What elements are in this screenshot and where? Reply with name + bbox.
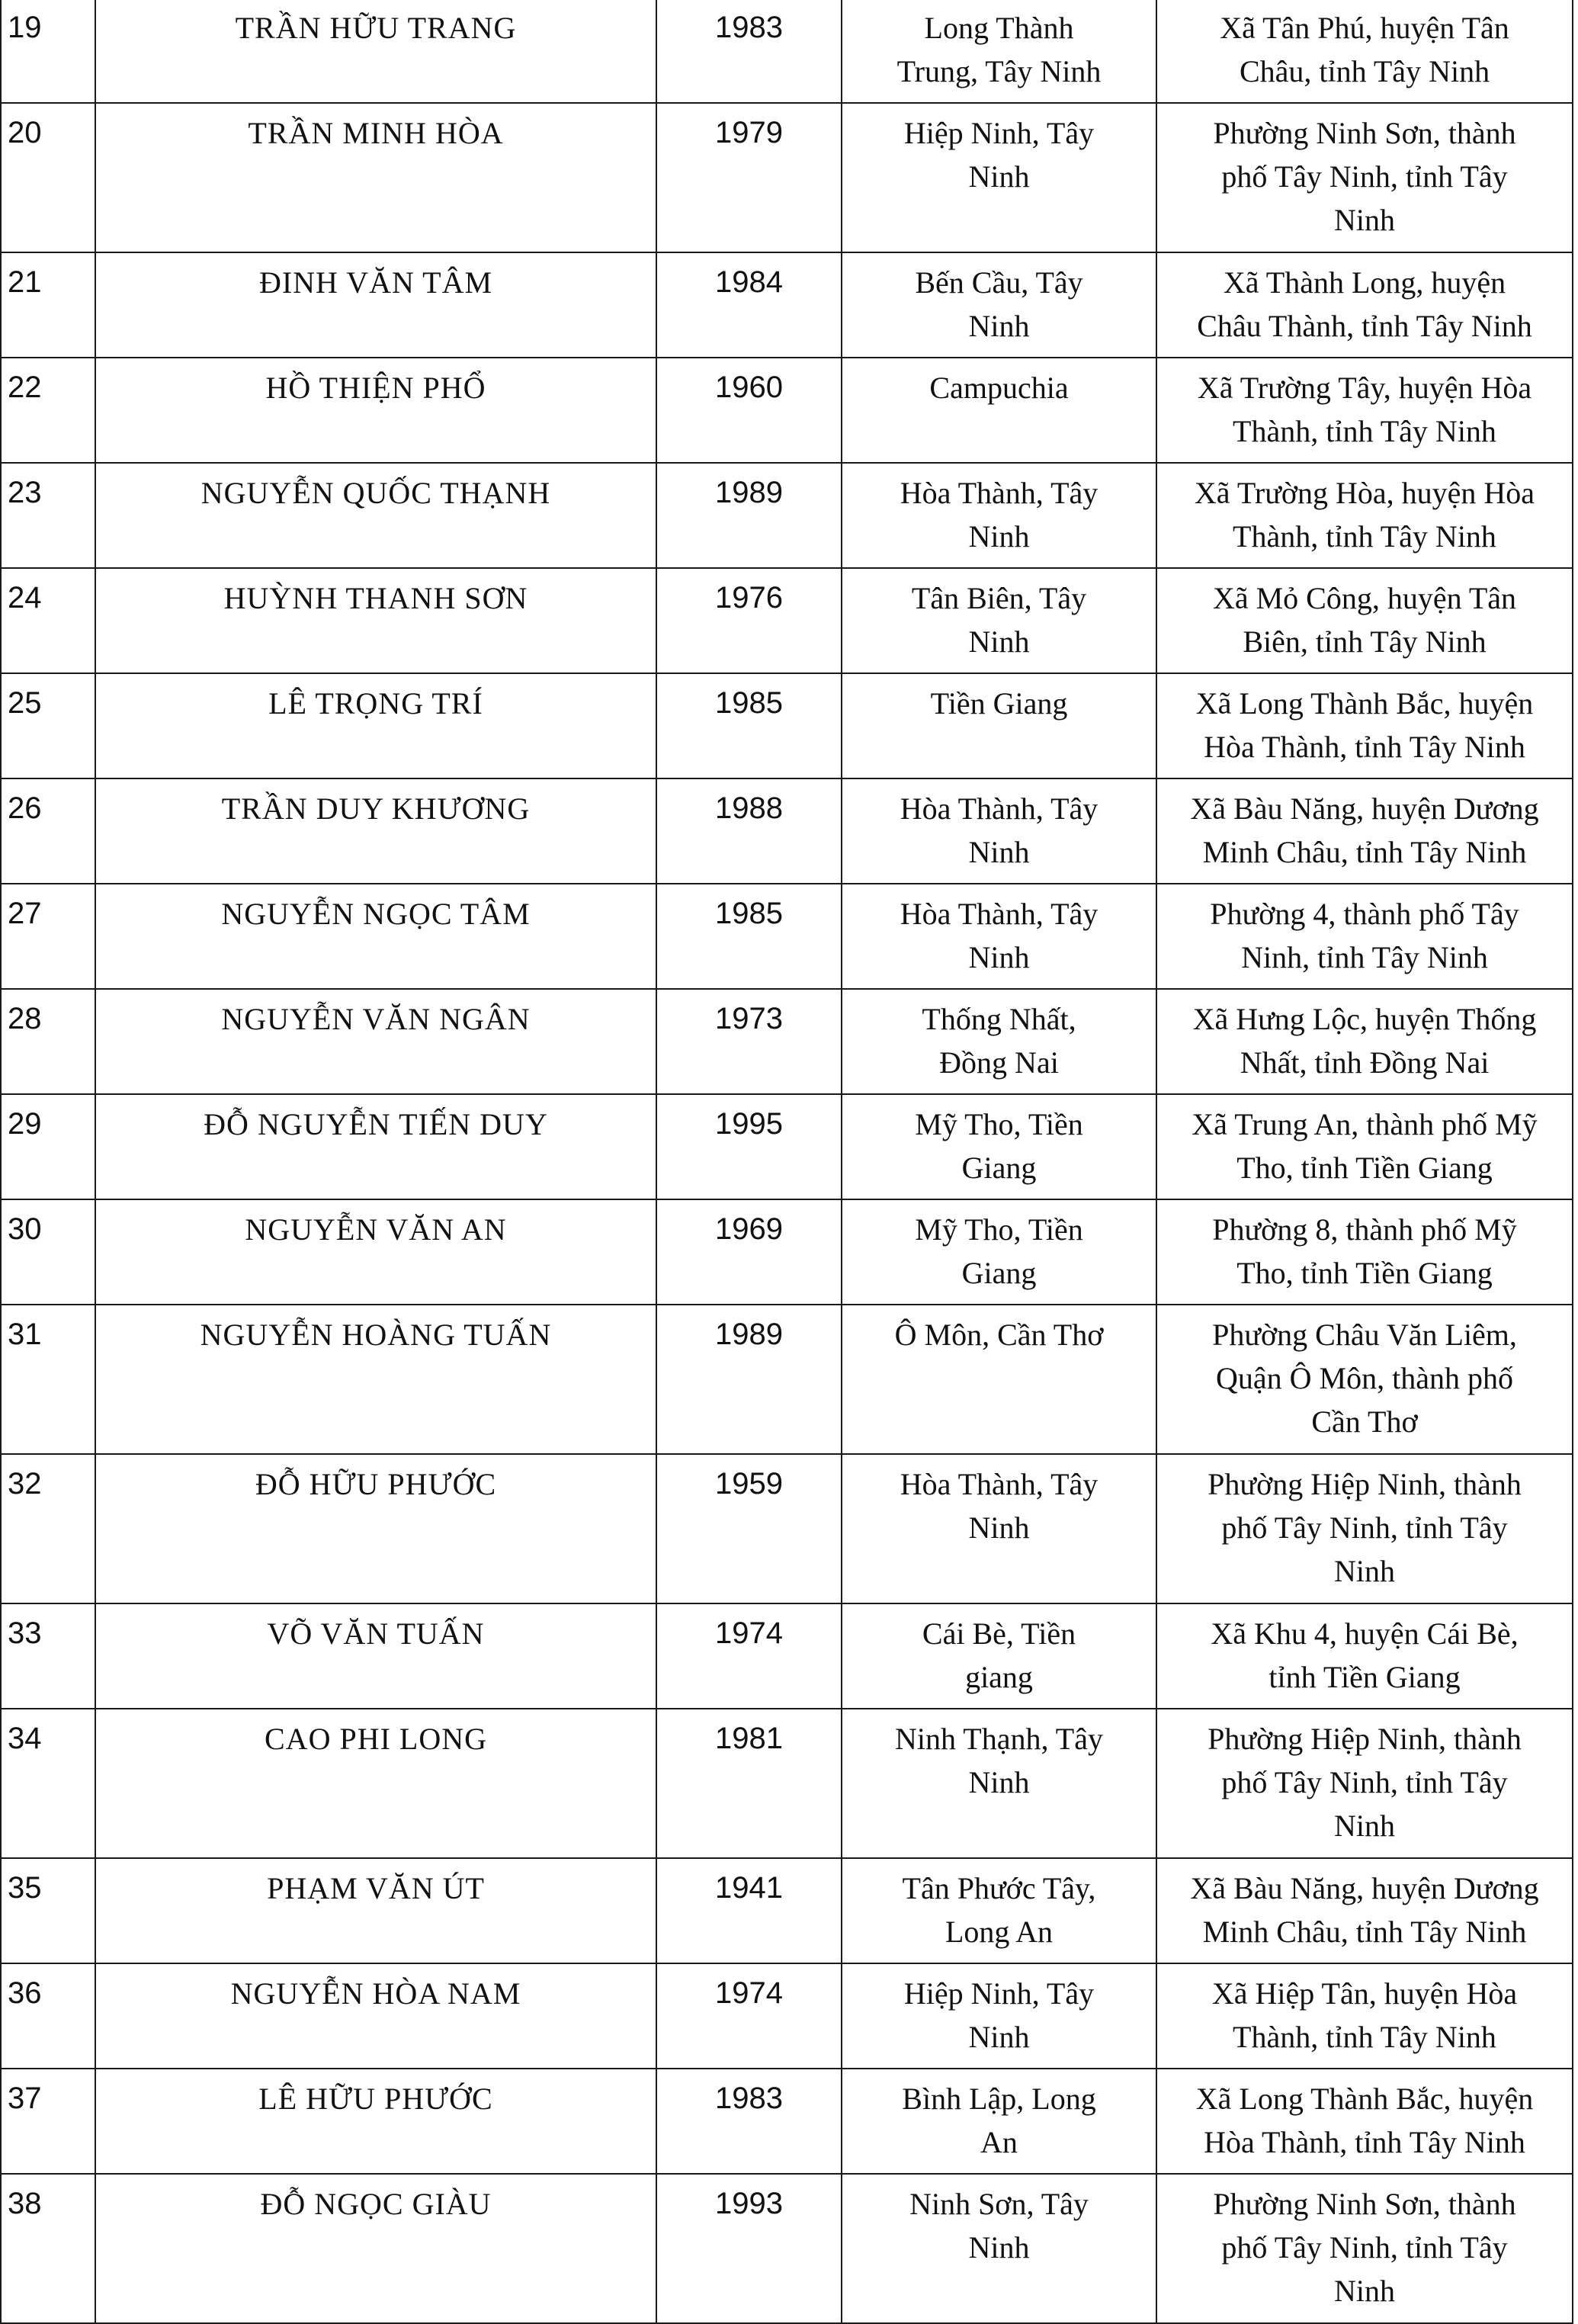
cell-birth-year — [656, 1305, 842, 1454]
birth-year-text: 1974 — [715, 1976, 783, 2010]
cell-birth-year — [656, 103, 842, 252]
row-number-text: 22 — [8, 371, 42, 404]
place-of-origin-text: Thống Nhất, Đồng Nai — [922, 1002, 1076, 1080]
cell-birth-year — [656, 358, 842, 463]
birth-year-text: 1973 — [715, 1002, 783, 1035]
cell-row-number — [1, 1858, 95, 1963]
row-number-text: 37 — [8, 2082, 42, 2115]
cell-full-name — [95, 1603, 656, 1709]
cell-residence-address — [1156, 0, 1573, 103]
birth-year-text: 1989 — [715, 476, 783, 509]
table-row — [1, 1094, 1573, 1199]
table-row — [1, 989, 1573, 1094]
residence-address-text: Xã Trung An, thành phố Mỹ Tho, tỉnh Tiền Giang — [1192, 1107, 1538, 1185]
residence-address-text: Xã Trường Hòa, huyện Hòa Thành, tỉnh Tây Ninh — [1194, 476, 1535, 554]
cell-full-name — [95, 252, 656, 358]
place-of-origin-text: Ô Môn, Cần Thơ — [894, 1318, 1104, 1352]
table-row — [1, 1305, 1573, 1454]
row-number-text: 23 — [8, 476, 42, 509]
cell-full-name — [95, 103, 656, 252]
residence-address-text: Phường 8, thành phố Mỹ Tho, tỉnh Tiền Giang — [1212, 1212, 1517, 1290]
cell-row-number — [1, 778, 95, 884]
row-number-text: 19 — [8, 11, 42, 44]
place-of-origin-text: Tân Phước Tây, Long An — [902, 1871, 1096, 1949]
table-row — [1, 103, 1573, 252]
table-row — [1, 1858, 1573, 1963]
cell-residence-address — [1156, 884, 1573, 989]
cell-full-name — [95, 358, 656, 463]
table-row — [1, 673, 1573, 778]
cell-row-number — [1, 252, 95, 358]
cell-full-name — [95, 884, 656, 989]
cell-birth-year — [656, 673, 842, 778]
birth-year-text: 1985 — [715, 897, 783, 930]
table-row — [1, 1199, 1573, 1305]
table-row — [1, 252, 1573, 358]
cell-place-of-origin — [842, 103, 1156, 252]
cell-row-number — [1, 1603, 95, 1709]
residence-address-text: Xã Long Thành Bắc, huyện Hòa Thành, tỉnh Tây Ninh — [1195, 2082, 1534, 2159]
cell-full-name — [95, 1199, 656, 1305]
full-name-text: NGUYỄN HOÀNG TUẤN — [200, 1318, 552, 1352]
row-number-text: 26 — [8, 791, 42, 825]
full-name-text: ĐỖ HỮU PHƯỚC — [255, 1467, 497, 1501]
table-row — [1, 0, 1573, 103]
cell-row-number — [1, 358, 95, 463]
cell-place-of-origin — [842, 358, 1156, 463]
cell-place-of-origin — [842, 2174, 1156, 2323]
table-row — [1, 778, 1573, 884]
table-row — [1, 884, 1573, 989]
cell-birth-year — [656, 1709, 842, 1858]
cell-row-number — [1, 568, 95, 673]
residence-address-text: Phường Ninh Sơn, thành phố Tây Ninh, tỉnh Tây Ninh — [1213, 116, 1516, 237]
full-name-text: ĐỖ NGỌC GIÀU — [260, 2187, 492, 2221]
row-number-text: 35 — [8, 1871, 42, 1905]
cell-row-number — [1, 1199, 95, 1305]
roster-table-body — [1, 0, 1573, 2323]
cell-row-number — [1, 1709, 95, 1858]
full-name-text: LÊ TRỌNG TRÍ — [268, 686, 483, 721]
cell-row-number — [1, 989, 95, 1094]
cell-row-number — [1, 1454, 95, 1603]
row-number-text: 34 — [8, 1722, 42, 1755]
cell-place-of-origin — [842, 1305, 1156, 1454]
birth-year-text: 1983 — [715, 11, 783, 44]
birth-year-text: 1983 — [715, 2082, 783, 2115]
birth-year-text: 1969 — [715, 1212, 783, 1246]
cell-residence-address — [1156, 463, 1573, 568]
place-of-origin-text: Bình Lập, Long An — [902, 2082, 1096, 2159]
place-of-origin-text: Campuchia — [929, 371, 1069, 405]
place-of-origin-text: Cái Bè, Tiền giang — [922, 1616, 1076, 1694]
residence-address-text: Xã Khu 4, huyện Cái Bè, tỉnh Tiền Giang — [1211, 1616, 1519, 1694]
cell-full-name — [95, 778, 656, 884]
residence-address-text: Xã Hiệp Tân, huyện Hòa Thành, tỉnh Tây Ninh — [1211, 1976, 1518, 2054]
cell-birth-year — [656, 568, 842, 673]
full-name-text: NGUYỄN HÒA NAM — [230, 1976, 521, 2011]
cell-residence-address — [1156, 989, 1573, 1094]
cell-place-of-origin — [842, 1199, 1156, 1305]
residence-address-text: Xã Long Thành Bắc, huyện Hòa Thành, tỉnh Tây Ninh — [1195, 686, 1534, 764]
residence-address-text: Phường Ninh Sơn, thành phố Tây Ninh, tỉnh Tây Ninh — [1213, 2187, 1516, 2308]
cell-residence-address — [1156, 2069, 1573, 2174]
row-number-text: 31 — [8, 1318, 42, 1351]
cell-residence-address — [1156, 252, 1573, 358]
place-of-origin-text: Ninh Sơn, Tây Ninh — [909, 2187, 1089, 2265]
row-number-text: 25 — [8, 686, 42, 720]
table-row — [1, 1603, 1573, 1709]
cell-residence-address — [1156, 1963, 1573, 2069]
full-name-text: ĐINH VĂN TÂM — [258, 265, 493, 300]
cell-birth-year — [656, 884, 842, 989]
birth-year-text: 1979 — [715, 116, 783, 149]
row-number-text: 20 — [8, 116, 42, 149]
cell-residence-address — [1156, 1199, 1573, 1305]
table-row — [1, 1709, 1573, 1858]
cell-birth-year — [656, 1603, 842, 1709]
place-of-origin-text: Ninh Thạnh, Tây Ninh — [895, 1722, 1103, 1799]
place-of-origin-text: Mỹ Tho, Tiền Giang — [915, 1212, 1083, 1290]
residence-address-text: Phường Hiệp Ninh, thành phố Tây Ninh, tỉnh Tây Ninh — [1208, 1467, 1522, 1588]
row-number-text: 32 — [8, 1467, 42, 1501]
row-number-text: 36 — [8, 1976, 42, 2010]
birth-year-text: 1974 — [715, 1616, 783, 1650]
birth-year-text: 1976 — [715, 581, 783, 615]
full-name-text: PHẠM VĂN ÚT — [267, 1871, 485, 1905]
cell-birth-year — [656, 1454, 842, 1603]
table-row — [1, 1454, 1573, 1603]
cell-row-number — [1, 103, 95, 252]
place-of-origin-text: Tiền Giang — [930, 686, 1068, 721]
full-name-text: TRẦN MINH HÒA — [248, 116, 504, 150]
table-row — [1, 568, 1573, 673]
cell-birth-year — [656, 2069, 842, 2174]
row-number-text: 27 — [8, 897, 42, 930]
cell-birth-year — [656, 1963, 842, 2069]
cell-place-of-origin — [842, 1094, 1156, 1199]
birth-year-text: 1960 — [715, 371, 783, 404]
cell-place-of-origin — [842, 252, 1156, 358]
cell-place-of-origin — [842, 1709, 1156, 1858]
table-row — [1, 463, 1573, 568]
birth-year-text: 1995 — [715, 1107, 783, 1141]
full-name-text: LÊ HỮU PHƯỚC — [258, 2082, 493, 2116]
cell-residence-address — [1156, 2174, 1573, 2323]
table-row — [1, 2069, 1573, 2174]
residence-address-text: Xã Bàu Năng, huyện Dương Minh Châu, tỉnh Tây Ninh — [1190, 791, 1539, 869]
full-name-text: HUỲNH THANH SƠN — [223, 581, 528, 615]
cell-place-of-origin — [842, 989, 1156, 1094]
cell-row-number — [1, 2069, 95, 2174]
cell-residence-address — [1156, 103, 1573, 252]
cell-full-name — [95, 2174, 656, 2323]
cell-place-of-origin — [842, 1963, 1156, 2069]
residence-address-text: Xã Trường Tây, huyện Hòa Thành, tỉnh Tây Ninh — [1197, 371, 1532, 448]
cell-full-name — [95, 1858, 656, 1963]
cell-residence-address — [1156, 1858, 1573, 1963]
birth-year-text: 1981 — [715, 1722, 783, 1755]
residence-address-text: Phường 4, thành phố Tây Ninh, tỉnh Tây Ninh — [1210, 897, 1519, 974]
table-row — [1, 2174, 1573, 2323]
row-number-text: 29 — [8, 1107, 42, 1141]
cell-full-name — [95, 463, 656, 568]
full-name-text: TRẦN HỮU TRANG — [235, 11, 517, 45]
cell-place-of-origin — [842, 1454, 1156, 1603]
cell-full-name — [95, 1709, 656, 1858]
row-number-text: 38 — [8, 2187, 42, 2220]
cell-residence-address — [1156, 568, 1573, 673]
place-of-origin-text: Tân Biên, Tây Ninh — [911, 581, 1087, 659]
cell-place-of-origin — [842, 1858, 1156, 1963]
cell-full-name — [95, 1454, 656, 1603]
cell-birth-year — [656, 2174, 842, 2323]
residence-address-text: Xã Bàu Năng, huyện Dương Minh Châu, tỉnh Tây Ninh — [1190, 1871, 1539, 1949]
cell-place-of-origin — [842, 1603, 1156, 1709]
birth-year-text: 1941 — [715, 1871, 783, 1905]
place-of-origin-text: Hòa Thành, Tây Ninh — [900, 897, 1099, 974]
birth-year-text: 1988 — [715, 791, 783, 825]
cell-row-number — [1, 463, 95, 568]
row-number-text: 28 — [8, 1002, 42, 1035]
cell-birth-year — [656, 463, 842, 568]
cell-birth-year — [656, 1858, 842, 1963]
place-of-origin-text: Hiệp Ninh, Tây Ninh — [903, 1976, 1095, 2054]
place-of-origin-text: Mỹ Tho, Tiền Giang — [915, 1107, 1083, 1185]
cell-birth-year — [656, 0, 842, 103]
place-of-origin-text: Hòa Thành, Tây Ninh — [900, 1467, 1099, 1545]
residence-address-text: Xã Mỏ Công, huyện Tân Biên, tỉnh Tây Ninh — [1212, 581, 1517, 659]
cell-birth-year — [656, 778, 842, 884]
birth-year-text: 1989 — [715, 1318, 783, 1351]
place-of-origin-text: Bến Cầu, Tây Ninh — [915, 265, 1083, 343]
cell-place-of-origin — [842, 673, 1156, 778]
full-name-text: VÕ VĂN TUẤN — [267, 1616, 485, 1651]
cell-place-of-origin — [842, 778, 1156, 884]
row-number-text: 24 — [8, 581, 42, 615]
full-name-text: NGUYỄN VĂN NGÂN — [221, 1002, 531, 1036]
cell-residence-address — [1156, 778, 1573, 884]
residence-address-text: Xã Hưng Lộc, huyện Thống Nhất, tỉnh Đồng Nai — [1192, 1002, 1537, 1080]
cell-full-name — [95, 568, 656, 673]
cell-row-number — [1, 1963, 95, 2069]
full-name-text: HỒ THIỆN PHỔ — [265, 371, 486, 405]
cell-place-of-origin — [842, 884, 1156, 989]
place-of-origin-text: Hiệp Ninh, Tây Ninh — [903, 116, 1095, 194]
cell-birth-year — [656, 1094, 842, 1199]
row-number-text: 21 — [8, 265, 42, 299]
full-name-text: CAO PHI LONG — [265, 1722, 487, 1756]
full-name-text: NGUYỄN NGỌC TÂM — [221, 897, 531, 931]
place-of-origin-text: Hòa Thành, Tây Ninh — [900, 791, 1099, 869]
cell-row-number — [1, 1305, 95, 1454]
cell-place-of-origin — [842, 2069, 1156, 2174]
residence-address-text: Xã Thành Long, huyện Châu Thành, tỉnh Tây Ninh — [1197, 265, 1532, 343]
birth-year-text: 1984 — [715, 265, 783, 299]
cell-full-name — [95, 1094, 656, 1199]
cell-birth-year — [656, 1199, 842, 1305]
full-name-text: NGUYỄN QUỐC THẠNH — [200, 476, 551, 510]
table-row — [1, 358, 1573, 463]
cell-birth-year — [656, 989, 842, 1094]
cell-residence-address — [1156, 1709, 1573, 1858]
cell-row-number — [1, 0, 95, 103]
residence-address-text: Phường Hiệp Ninh, thành phố Tây Ninh, tỉnh Tây Ninh — [1208, 1722, 1522, 1843]
cell-place-of-origin — [842, 463, 1156, 568]
full-name-text: NGUYỄN VĂN AN — [245, 1212, 507, 1247]
cell-place-of-origin — [842, 568, 1156, 673]
birth-year-text: 1993 — [715, 2187, 783, 2220]
cell-full-name — [95, 989, 656, 1094]
cell-full-name — [95, 0, 656, 103]
cell-residence-address — [1156, 673, 1573, 778]
cell-birth-year — [656, 252, 842, 358]
full-name-text: ĐỖ NGUYỄN TIẾN DUY — [204, 1107, 548, 1141]
residence-address-text: Phường Châu Văn Liêm, Quận Ô Môn, thành phố Cần Thơ — [1212, 1318, 1517, 1439]
full-name-text: TRẦN DUY KHƯƠNG — [221, 791, 531, 826]
cell-residence-address — [1156, 1094, 1573, 1199]
cell-residence-address — [1156, 1603, 1573, 1709]
cell-full-name — [95, 2069, 656, 2174]
birth-year-text: 1985 — [715, 686, 783, 720]
cell-row-number — [1, 673, 95, 778]
birth-year-text: 1959 — [715, 1467, 783, 1501]
place-of-origin-text: Hòa Thành, Tây Ninh — [900, 476, 1099, 554]
cell-full-name — [95, 673, 656, 778]
cell-full-name — [95, 1963, 656, 2069]
cell-row-number — [1, 2174, 95, 2323]
cell-residence-address — [1156, 358, 1573, 463]
cell-place-of-origin — [842, 0, 1156, 103]
table-row — [1, 1963, 1573, 2069]
place-of-origin-text: Long Thành Trung, Tây Ninh — [896, 11, 1102, 88]
cell-residence-address — [1156, 1305, 1573, 1454]
residence-address-text: Xã Tân Phú, huyện Tân Châu, tỉnh Tây Ninh — [1220, 11, 1509, 88]
cell-full-name — [95, 1305, 656, 1454]
cell-residence-address — [1156, 1454, 1573, 1603]
row-number-text: 30 — [8, 1212, 42, 1246]
cell-row-number — [1, 1094, 95, 1199]
row-number-text: 33 — [8, 1616, 42, 1650]
cell-row-number — [1, 884, 95, 989]
